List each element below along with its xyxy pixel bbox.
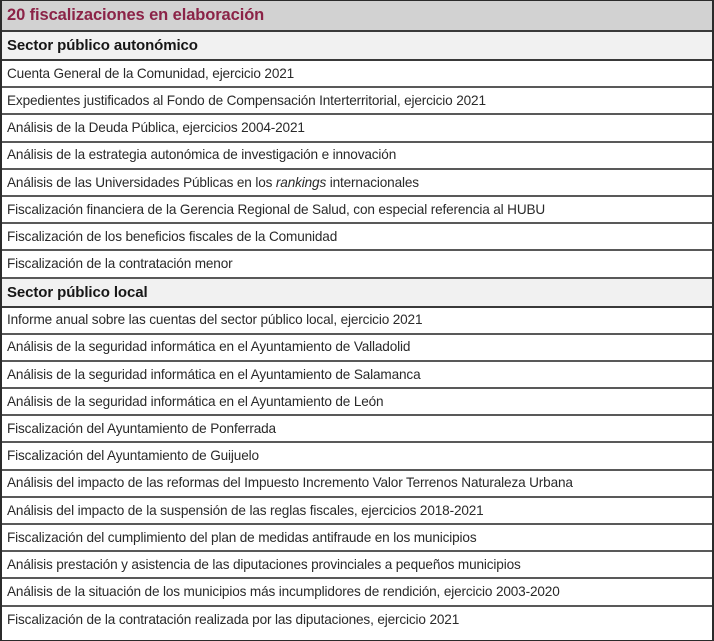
table-row[interactable] [2,471,712,498]
table-body [2,32,712,634]
table-row-label: Expedientes justificados al Fondo de Compensación Interterritorial, ejercicio 2021 [7,92,486,108]
table-row[interactable] [2,389,712,416]
section-header-row [2,32,712,61]
table-row[interactable] [2,525,712,552]
table-row-label: Análisis del impacto de la suspensión de las reglas fiscales, ejercicios 2018-2021 [7,502,484,518]
section-header-label: Sector público local [7,283,148,301]
table-row[interactable] [2,498,712,525]
table-row[interactable] [2,115,712,142]
table-row-label: Análisis del impacto de las reformas del Impuesto Incremento Valor Terrenos Naturaleza Urbana [7,475,573,491]
table-row[interactable] [2,607,712,634]
table-row-label: Fiscalización del Ayuntamiento de Guijuelo [7,448,259,464]
table-row-label: Análisis de la situación de los municipios más incumplidores de rendición, ejercicio 2003-2020 [7,584,560,600]
table-row[interactable] [2,197,712,224]
table-title-row [2,1,712,32]
table-row-label: Informe anual sobre las cuentas del sector público local, ejercicio 2021 [7,312,423,328]
table-row[interactable] [2,251,712,278]
table-row[interactable] [2,308,712,335]
emphasis-text: rankings [275,174,327,190]
table-row[interactable] [2,61,712,88]
table-row-label: Análisis de la seguridad informática en el Ayuntamiento de Valladolid [7,339,411,355]
section-header-label: Sector público autonómico [7,37,198,54]
table-row-label: Fiscalización del cumplimiento del plan de medidas antifraude en los municipios [7,529,477,545]
table-row-label: Análisis prestación y asistencia de las diputaciones provinciales a pequeños municipios [7,556,521,572]
table-row-label: Fiscalización financiera de la Gerencia Regional de Salud, con especial referencia al HUBU [7,201,546,217]
table-row-label: Análisis de la estrategia autonómica de investigación e innovación [7,147,397,163]
table-row-label: Fiscalización de la contratación menor [7,256,233,272]
table-row[interactable] [2,335,712,362]
table-row[interactable] [2,362,712,389]
table-row-label: Análisis de la seguridad informática en el Ayuntamiento de Salamanca [7,366,421,382]
table-row-label: Cuenta General de la Comunidad, ejercicio 2021 [7,65,295,81]
page-title: 20 fiscalizaciones en elaboración [7,6,265,25]
table-row-label: Fiscalización de la contratación realizada por las diputaciones, ejercicio 2021 [7,612,460,628]
table-row[interactable] [2,170,712,197]
table-row[interactable] [2,224,712,251]
table-row-label: Análisis de la Deuda Pública, ejercicios 2004-2021 [7,120,305,136]
table-row-label: Fiscalización del Ayuntamiento de Ponferrada [7,421,276,437]
table-row-label: Fiscalización de los beneficios fiscales de la Comunidad [7,228,338,244]
table-row[interactable] [2,443,712,470]
table-row-label: Análisis de la seguridad informática en el Ayuntamiento de León [7,393,384,409]
table-row[interactable] [2,579,712,606]
table-row[interactable] [2,552,712,579]
table-row[interactable] [2,88,712,115]
table-row-label: Análisis de las Universidades Públicas en los rankings internacionales [7,174,419,190]
section-header-row [2,279,712,308]
table-row[interactable] [2,416,712,443]
table-row[interactable] [2,143,712,170]
